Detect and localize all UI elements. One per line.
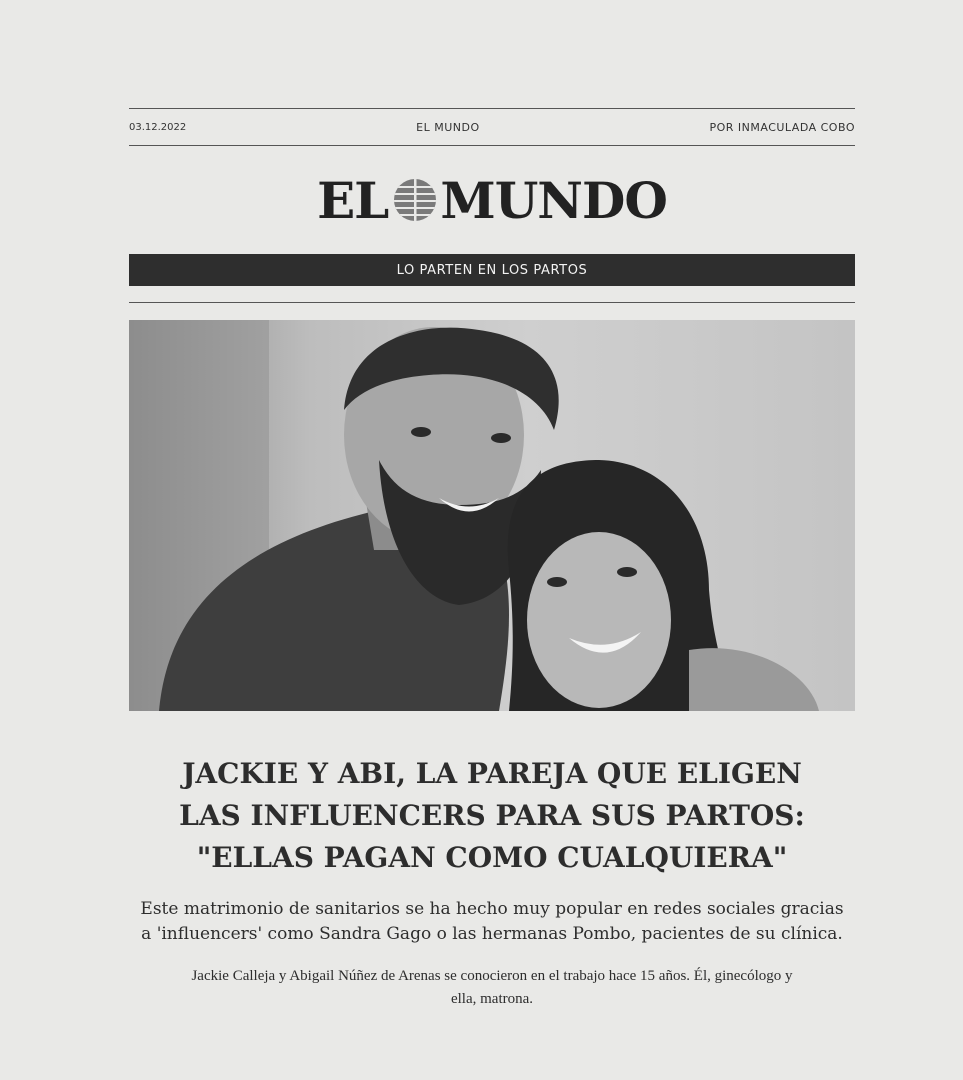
globe-icon bbox=[393, 178, 437, 222]
date-label: 03.12.2022 bbox=[129, 121, 187, 133]
newspaper-clipping bbox=[129, 108, 855, 1011]
section-rule bbox=[129, 302, 855, 303]
article-subheadline: Este matrimonio de sanitarios se ha hecho muy popular en redes sociales gracias a 'influencers' como Sandra Gago o las hermanas Pombo, pacientes de su clínica. bbox=[140, 899, 844, 944]
section-bar bbox=[129, 254, 855, 286]
publication-label: EL MUNDO bbox=[416, 120, 480, 134]
article-headline: JACKIE Y ABI, LA PAREJA QUE ELIGEN LAS INFLUENCERS PARA SUS PARTOS: "ELLAS PAGAN COMO CUALQUIERA" bbox=[179, 757, 805, 874]
meta-row bbox=[129, 109, 855, 145]
photo-couple bbox=[129, 320, 855, 711]
author-label: POR INMACULADA COBO bbox=[709, 120, 855, 134]
logo-right-text: MUNDO bbox=[440, 170, 667, 230]
logo-left-text: EL bbox=[317, 170, 389, 230]
masthead-logo bbox=[129, 146, 855, 254]
article-photo bbox=[129, 320, 855, 711]
article-caption: Jackie Calleja y Abigail Núñez de Arenas se conocieron en el trabajo hace 15 años. Él, ginecólogo y ella, matrona. bbox=[191, 968, 793, 1007]
section-label: LO PARTEN EN LOS PARTOS bbox=[396, 262, 588, 278]
